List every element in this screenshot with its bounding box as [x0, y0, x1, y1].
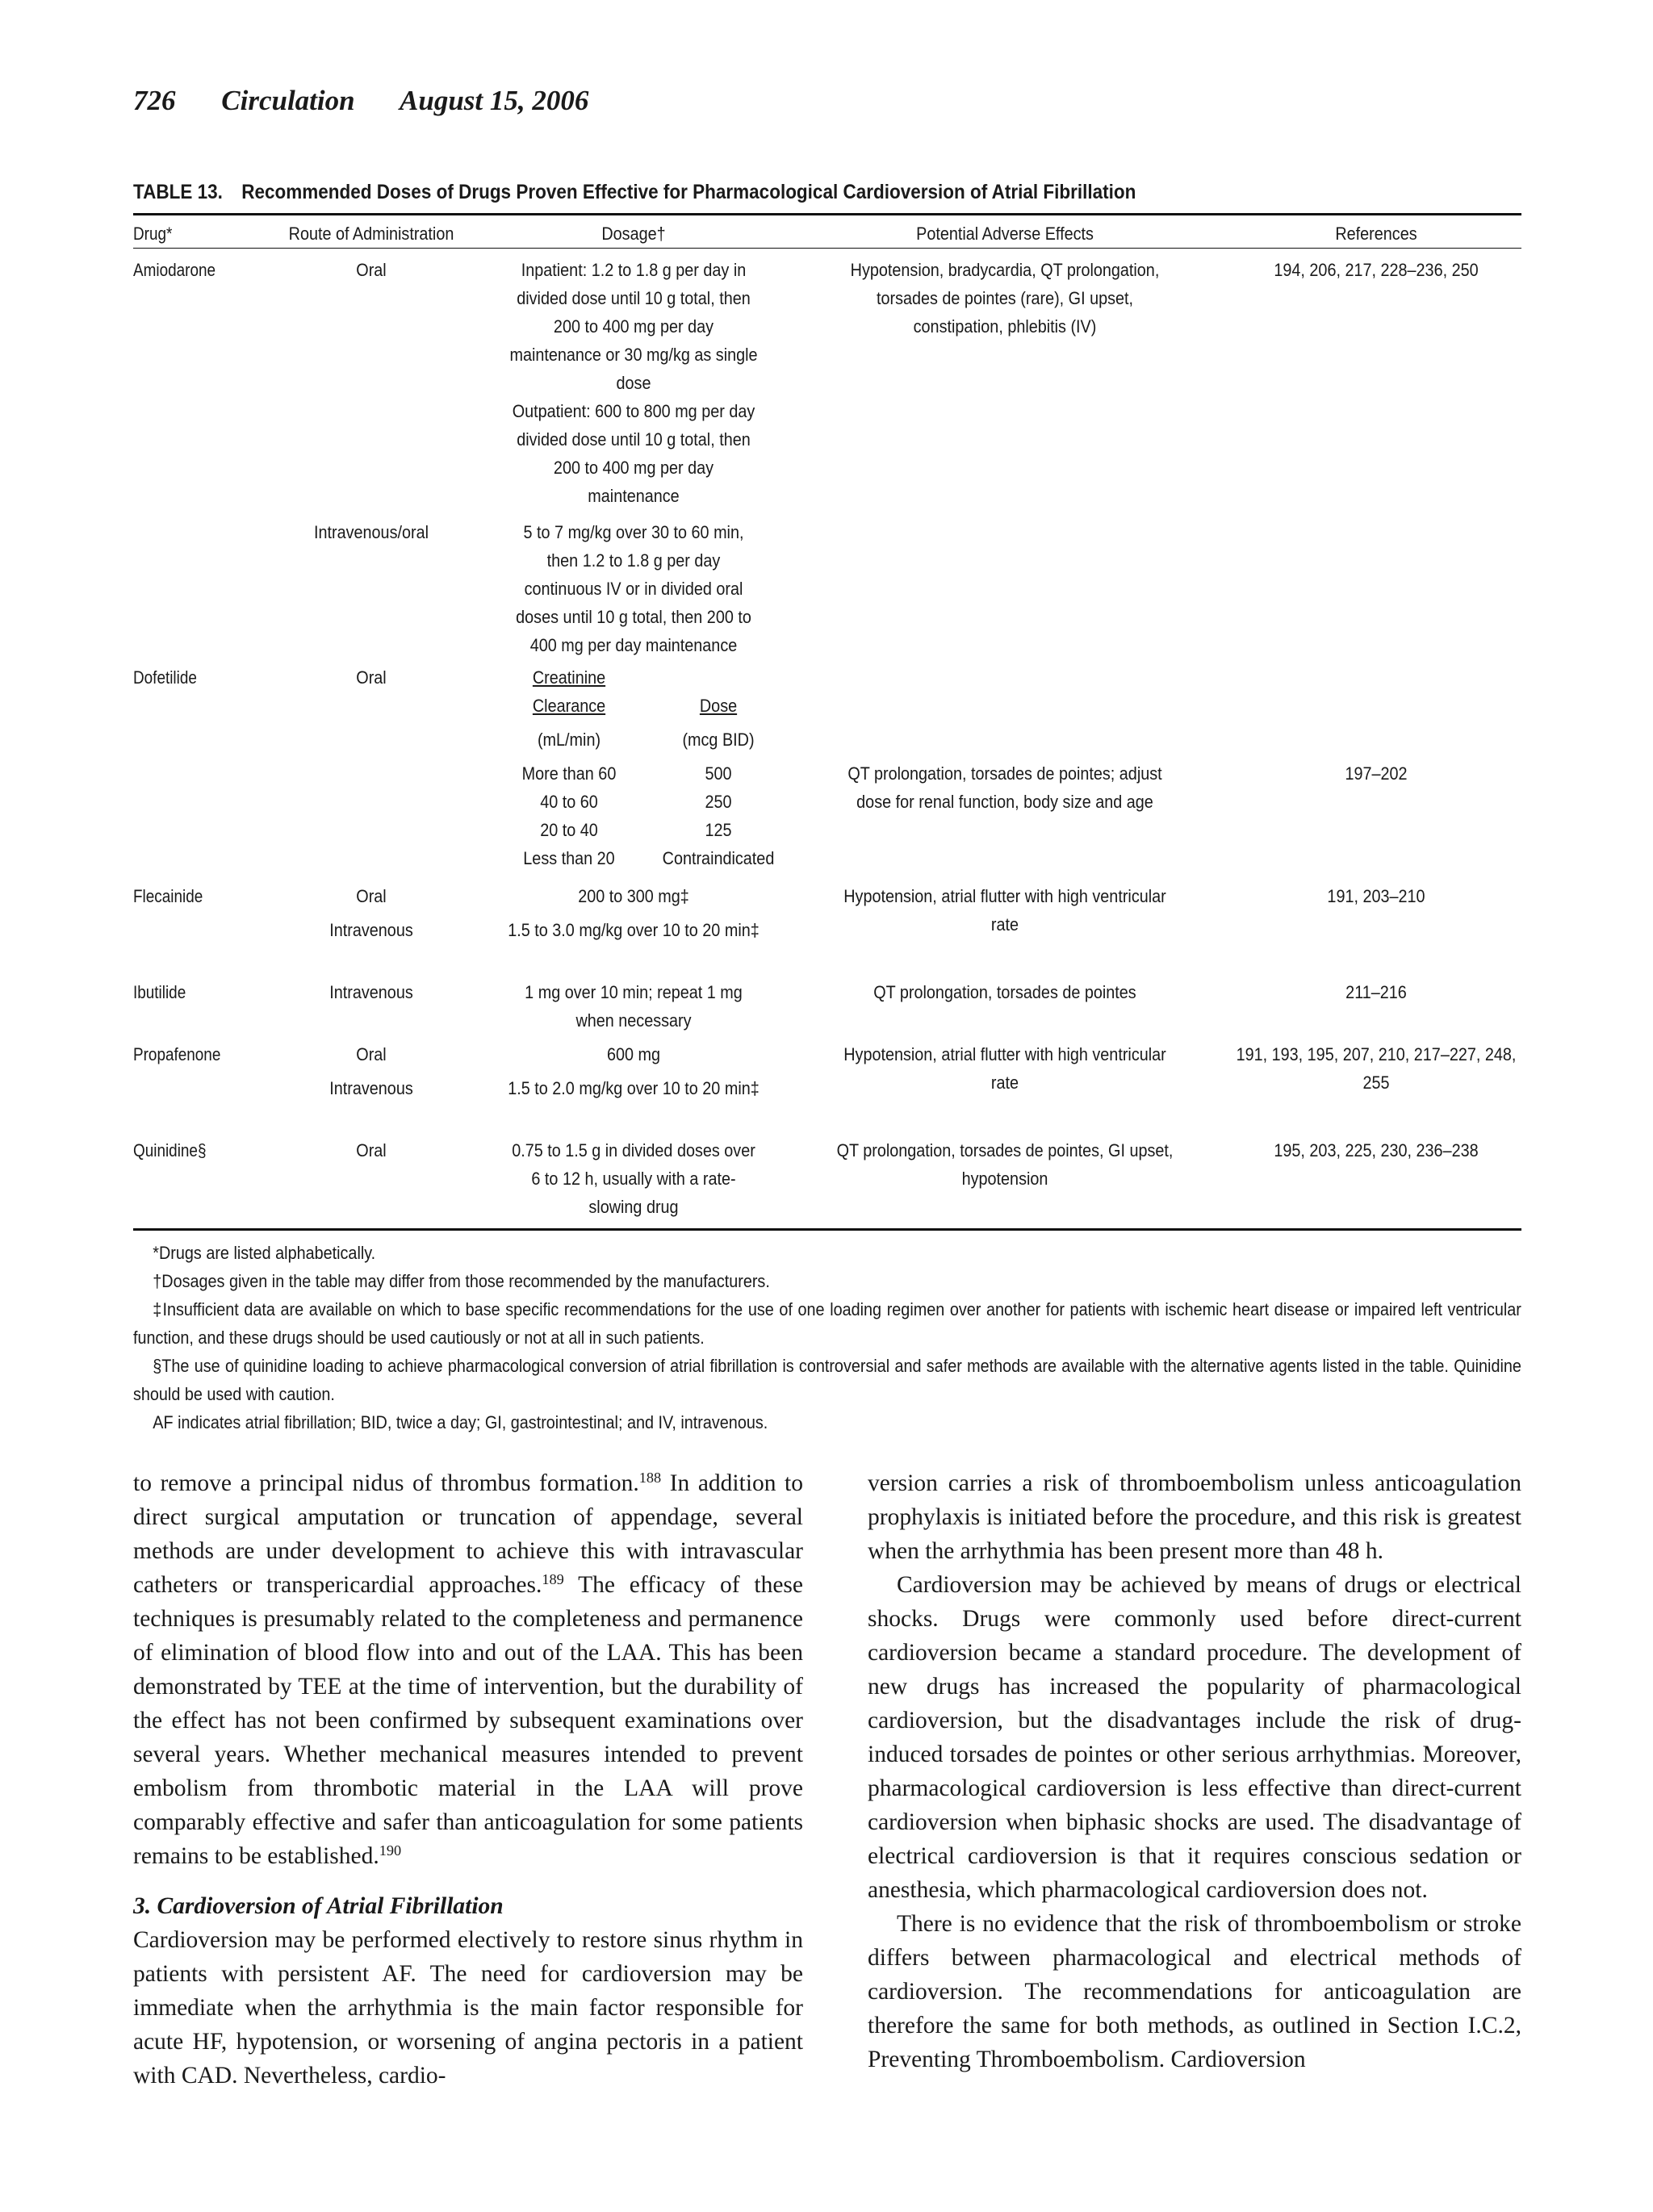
drug-propafenone: Propafenone: [133, 1044, 221, 1064]
adverse-amiodarone: Hypotension, bradycardia, QT prolongation, torsades de pointes (rare), GI upset, constipation, phlebitis (IV): [850, 260, 1160, 337]
citation: 190: [379, 1842, 402, 1859]
route-quinidine: Oral: [356, 1140, 387, 1160]
header-adverse-effects: Potential Adverse Effects: [916, 224, 1094, 244]
dose-flecainide-iv: 1.5 to 3.0 mg/kg over 10 to 20 min‡: [508, 920, 760, 940]
crcl-value: 20 to 40: [540, 820, 598, 840]
footnote: ‡Insufficient data are available on which to base specific recommendations for the use of one loading regimen over another for patients with ischemic heart disease or impaired left ventricular function, and these drugs should be used cautiously or not at all in such patients.: [133, 1299, 1521, 1348]
journal-name: Circulation: [221, 85, 355, 116]
route-amiodarone-iv: Intravenous/oral: [313, 522, 429, 542]
header-drug: Drug*: [133, 224, 173, 244]
dofetilide-crcl-column: [508, 663, 631, 872]
refs-ibutilide: 211–216: [1345, 982, 1407, 1002]
route-propafenone-oral: Oral: [356, 1044, 387, 1064]
dose-amiodarone-outpatient: Outpatient: 600 to 800 mg per day divided dose until 10 g total, then 200 to 400 mg per day maintenance: [512, 401, 755, 506]
paragraph: Cardioversion may be performed electively to restore sinus rhythm in patients with persistent AF. The need for cardioversion may be immediate when the arrhythmia is the main factor responsible for acute HF, hypotension, or worsening of angina pectoris in a patient with CAD. Nevertheless, cardio-: [133, 1927, 803, 2089]
refs-amiodarone: 194, 206, 217, 228–236, 250: [1274, 260, 1479, 280]
adverse-flecainide: Hypotension, atrial flutter with high ventricular rate: [843, 886, 1166, 935]
body-column-right: [868, 1466, 1521, 2076]
crcl-value: More than 60: [521, 763, 617, 784]
paragraph: to remove a principal nidus of thrombus formation.$^{188}$ In addition to direct surgical amputation or truncation of appendage, several methods are under development to achieve this with intravascular catheters or transpericardial approaches.$^{189}$ The efficacy of these techniques is presumably related to the completeness and permanence of elimination of blood flow into and out of the LAA. This has been demonstrated by TEE at the time of intervention, but the durability of the effect has not been confirmed by subsequent examinations over several years. Whether mechanical measures intended to prevent embolism from thrombotic material in the LAA will prove comparably effective and safer than anticoagulation for some patients remains to be established.$^{190}$: [133, 1469, 804, 1869]
paragraph: There is no evidence that the risk of thromboembolism or stroke differs between pharmacological and electrical methods of cardioversion. The recommendations for anticoagulation are therefore the same for both methods, as outlined in Section I.C.2, Preventing Thromboembolism. Cardioversion: [868, 1911, 1521, 2072]
dose-value: 125: [705, 820, 732, 840]
refs-dofetilide: 197–202: [1345, 763, 1408, 784]
drug-dofetilide: Dofetilide: [133, 667, 197, 688]
header-references: References: [1335, 224, 1417, 244]
dose-header: Dose: [699, 696, 738, 716]
citation: 189: [542, 1570, 564, 1587]
dose-unit: (mcg BID): [682, 730, 755, 750]
dose-quinidine: 0.75 to 1.5 g in divided doses over 6 to 12 h, usually with a rate-slowing drug: [512, 1140, 755, 1217]
paragraph: version carries a risk of thromboembolism unless anticoagulation prophylaxis is initiated before the procedure, and this risk is greatest when the arrhythmia has been present more than 48 h.: [868, 1470, 1521, 1564]
dose-amiodarone-inpatient: Inpatient: 1.2 to 1.8 g per day in divided dose until 10 g total, then 200 to 400 mg per day maintenance or 30 mg/kg as single dose: [509, 260, 758, 393]
citation: 188: [638, 1469, 662, 1486]
route-amiodarone-oral: Oral: [356, 260, 387, 280]
dose-value: Contraindicated: [662, 848, 775, 868]
drug-flecainide: Flecainide: [133, 886, 203, 906]
table-title: Recommended Doses of Drugs Proven Effective for Pharmacological Cardioversion of Atrial Fibrillation: [241, 181, 1136, 203]
dose-propafenone-iv: 1.5 to 2.0 mg/kg over 10 to 20 min‡: [508, 1078, 760, 1098]
dose-amiodarone-iv: 5 to 7 mg/kg over 30 to 60 min, then 1.2 to 1.8 g per day continuous IV or in divided oral doses until 10 g total, then 200 to 400 mg per day maintenance: [516, 522, 751, 655]
route-flecainide-oral: Oral: [356, 886, 387, 906]
dose-value: 500: [705, 763, 732, 784]
crcl-value: Less than 20: [523, 848, 615, 868]
header-route: Route of Administration: [288, 224, 454, 244]
refs-flecainide: 191, 203–210: [1327, 886, 1425, 906]
adverse-dofetilide: QT prolongation, torsades de pointes; adjust dose for renal function, body size and age: [847, 763, 1162, 812]
table-label: TABLE 13.: [133, 181, 223, 203]
refs-quinidine: 195, 203, 225, 230, 236–238: [1274, 1140, 1479, 1160]
issue-date: August 15, 2006: [400, 85, 589, 116]
dose-flecainide-oral: 200 to 300 mg‡: [578, 886, 689, 906]
body-column-left: [133, 1466, 803, 2093]
crcl-value: 40 to 60: [540, 792, 598, 812]
drug-ibutilide: Ibutilide: [133, 982, 186, 1002]
dose-propafenone-oral: 600 mg: [606, 1044, 661, 1064]
route-dofetilide: Oral: [356, 667, 387, 688]
crcl-header-line2: Clearance: [532, 696, 606, 716]
route-flecainide-iv: Intravenous: [329, 920, 413, 940]
crcl-header-line1: Creatinine: [532, 667, 606, 688]
route-propafenone-iv: Intravenous: [329, 1078, 413, 1098]
drug-quinidine: Quinidine§: [133, 1140, 207, 1160]
table-footnotes: [133, 1239, 1521, 1436]
dose-value: 250: [705, 792, 732, 812]
footnote: †Dosages given in the table may differ from those recommended by the manufacturers.: [153, 1271, 770, 1291]
dose-ibutilide: 1 mg over 10 min; repeat 1 mg when necessary: [525, 982, 743, 1031]
refs-propafenone: 191, 193, 195, 207, 210, 217–227, 248, 255: [1236, 1044, 1517, 1093]
crcl-unit: (mL/min): [537, 730, 601, 750]
footnote: AF indicates atrial fibrillation; BID, twice a day; GI, gastrointestinal; and IV, intravenous.: [153, 1412, 768, 1432]
dofetilide-dose-column: [660, 663, 776, 872]
footnote: *Drugs are listed alphabetically.: [153, 1243, 376, 1263]
route-ibutilide: Intravenous: [329, 982, 413, 1002]
section-heading: 3. Cardioversion of Atrial Fibrillation: [133, 1893, 504, 1919]
paragraph: Cardioversion may be achieved by means of drugs or electrical shocks. Drugs were commonly used before direct-current cardioversion became a standard procedure. The development of new drugs has increased the popularity of pharmacological cardioversion, but the disadvantages include the risk of drug-induced torsades de pointes or other serious arrhythmias. Moreover, pharmacological cardioversion is less effective than direct-current cardioversion when biphasic shocks are used. The disadvantage of electrical cardioversion is that it requires conscious sedation or anesthesia, which pharmacological cardioversion does not.: [868, 1572, 1521, 1903]
footnote: §The use of quinidine loading to achieve pharmacological conversion of atrial fibrillation is controversial and safer methods are available with the alternative agents listed in the table. Quinidine should be used with caution.: [133, 1356, 1521, 1404]
adverse-propafenone: Hypotension, atrial flutter with high ventricular rate: [843, 1044, 1166, 1093]
drug-amiodarone: Amiodarone: [133, 260, 216, 280]
header-dosage: Dosage†: [601, 224, 666, 244]
adverse-ibutilide: QT prolongation, torsades de pointes: [873, 982, 1136, 1002]
page-number: 726: [133, 85, 176, 116]
table-bottom-rule: [133, 1228, 1521, 1231]
adverse-quinidine: QT prolongation, torsades de pointes, GI upset, hypotension: [836, 1140, 1174, 1189]
